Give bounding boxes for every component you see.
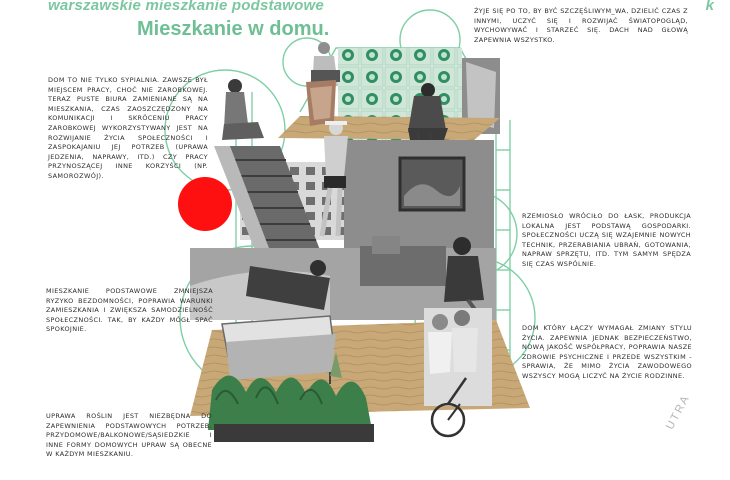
standing-man-with-blanket <box>306 42 340 126</box>
series-title: warszawskie mieszkanie podstawowe <box>48 0 324 14</box>
red-circle <box>178 177 232 231</box>
children-on-bicycle <box>424 308 492 436</box>
text-craft: RZEMIOSŁO WRÓCIŁO DO ŁASK, PRODUKCJA LOKALNA JEST PODSTAWĄ GOSPODARKI. SPOŁECZNOŚCI UCZĄ SIĘ WZAJEMNIE NOWYCH TECHNIK, PRZERABIANIA UBRAŃ, GOTOWANIA, NAPRAW SPRZĘTU, ITD. TYM SAMYM SPĘDZA SIĘ CZAS WSPÓLNIE. <box>522 212 691 268</box>
watermark-text: UTRA <box>664 392 693 432</box>
page-title: Mieszkanie w domu. <box>137 18 330 40</box>
text-home-style: DOM KTÓRY ŁĄCZY WYMAGAŁ ZMIANY STYLU ŻYCIA. ZAPEWNIA JEDNAK BEZPIECZEŃSTWO, NOWĄ JAKOŚĆ WSPÓŁPRACY, POPRAWIA NASZE ZDROWIE PSYCHICZNE I PRZEDE WSZYSTKIM - SPRAWIA, ŻE MIMO ŻYCIA ZAWODOWEGO WSZYSCY MOGĄ LICZYĆ NA ŻYCIE RODZINNE. <box>522 324 692 380</box>
text-happiness: ŻYJE SIĘ PO TO, BY BYĆ SZCZĘŚLIWYM_WA, DZIELIĆ CZAS Z INNYMI, UCZYĆ SIĘ I ROZWIJAĆ ŚWIATOPOGLĄD, WYCHOWYWAĆ I STARZEĆ SIĘ. DACH NAD GŁOWĄ ZAPEWNIA WSZYSTKO. <box>474 7 688 44</box>
corner-letter: k <box>705 0 714 14</box>
text-homelessness: MIESZKANIE PODSTAWOWE ZMNIEJSZA RYZYKO BEZDOMNOŚCI, POPRAWIA WARUNKI ZAMIESZKANIA I ZWIĘKSZA SAMODZIELNOŚĆ SPOŁECZNOŚCI. TAK, BY KAŻDY MÓGŁ SPAĆ SPOKOJNIE. <box>46 287 213 334</box>
seated-nude-figure <box>222 79 264 140</box>
text-plants: UPRAWA ROŚLIN JEST NIEZBĘDNA DO ZAPEWNIENIA PODSTAWOWYCH POTRZEB. PRZYDOMOWE/BALKONOWE/SĄSIEDZKIE I INNE FORMY DOMOWYCH UPRAW SĄ OBECNE W KAŻDYM MIESZKANIU. <box>46 412 212 459</box>
text-intro: DOM TO NIE TYLKO SYPIALNIA. ZAWSZE BYŁ MIEJSCEM PRACY, CHOĆ NIE ZAROBKOWEJ. TERAZ PUSTE BIURA ZAMIENIANE SĄ NA MIESZKANIA, CZAS ZAOSZCZĘDZONY NA KOMUNIKACJI I SKRÓCENIU PRACY ZAROBKOWEJ WYKORZYSTYWANY JEST NA ROZWIJANIE ŻYCIA SPOŁECZNOŚCI I ZASPOKAJANIU JEJ POTRZEB (UPRAWA JEDZENIA, NAPRAWY, ITD.) CZY PRACY PRZYNOSZĄCEJ INNE KORZYŚCI (NP. SAMOROZWÓJ). <box>48 76 208 180</box>
